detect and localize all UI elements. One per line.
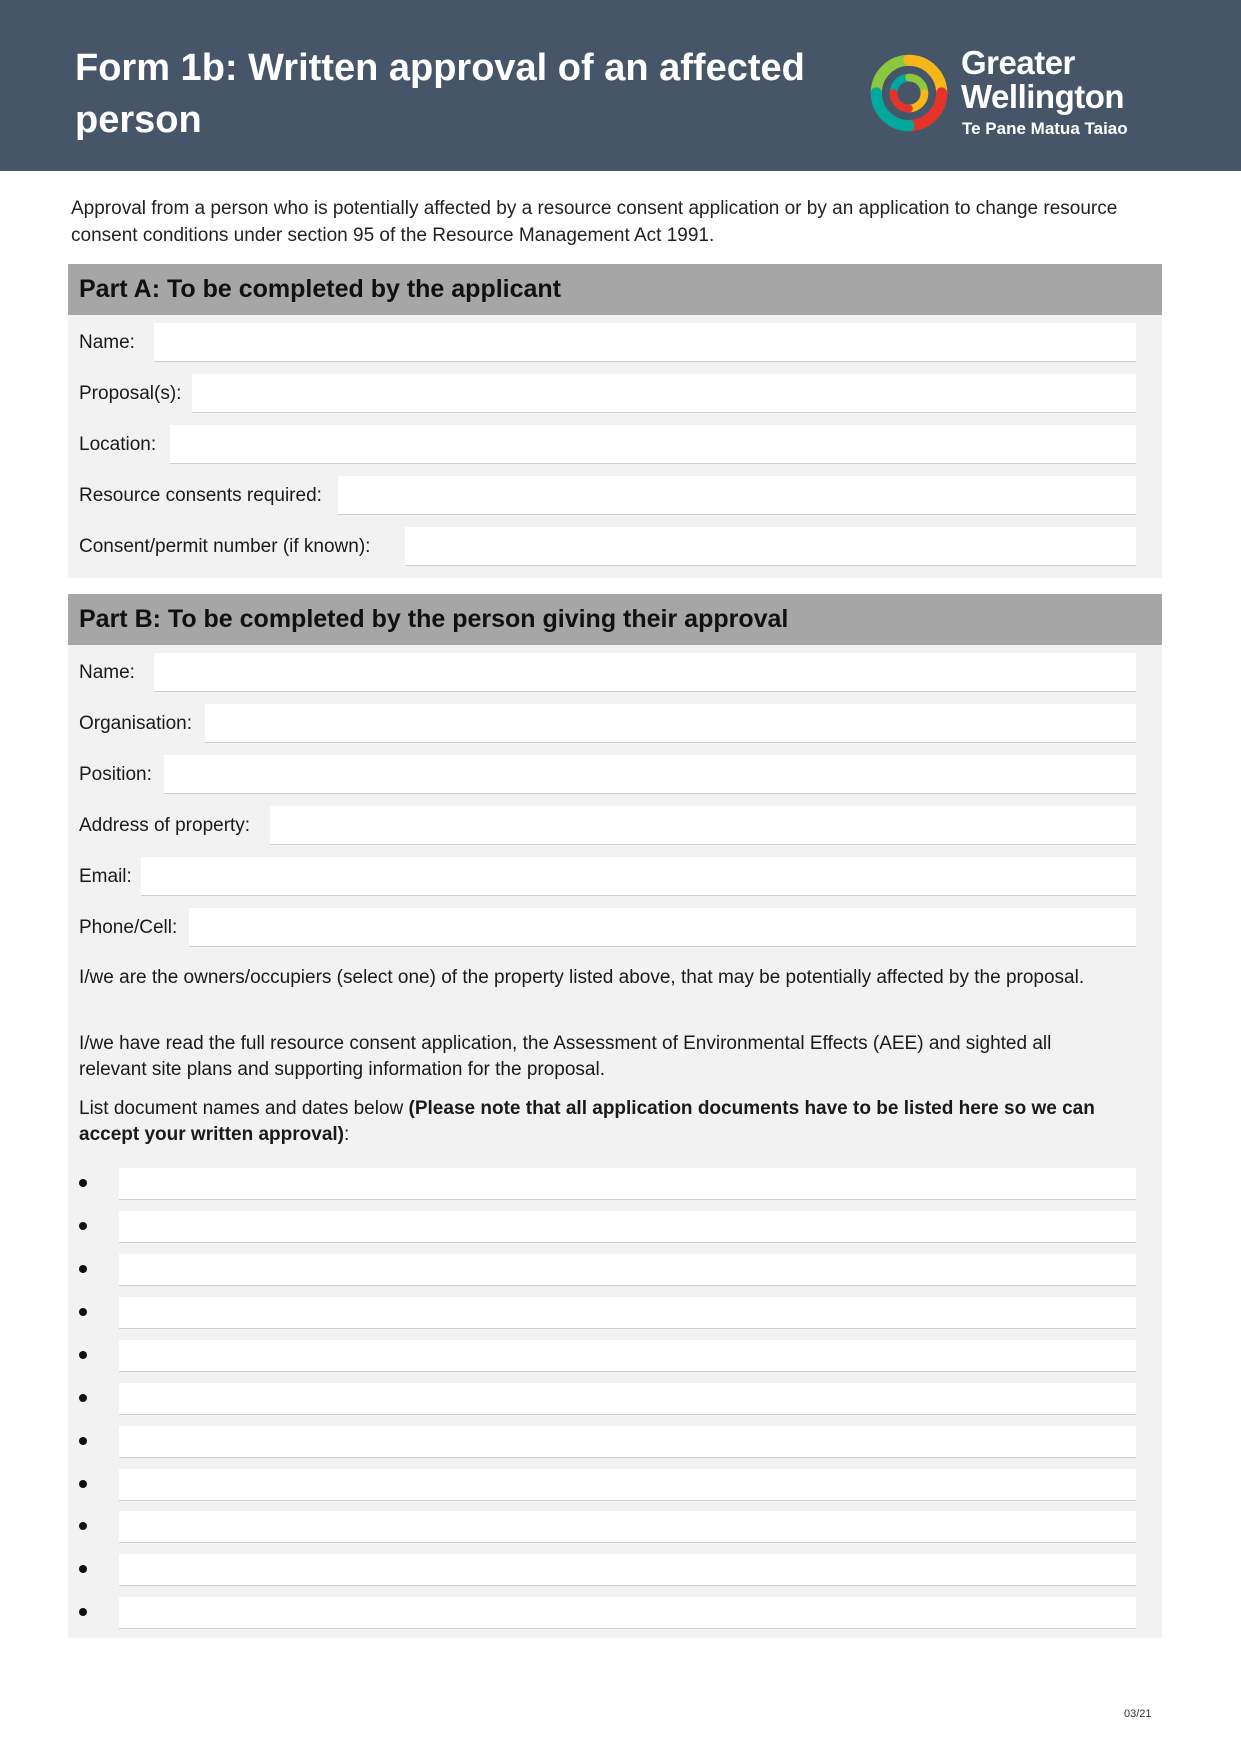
document-input[interactable] [119, 1511, 1136, 1543]
part-a-consents-label: Resource consents required: [79, 485, 322, 506]
part-b-email-input[interactable] [141, 857, 1136, 896]
part-a-panel [68, 315, 1162, 578]
part-a-name-row [79, 323, 1136, 363]
document-list-item [79, 1426, 1136, 1458]
part-b-phone-input[interactable] [189, 908, 1136, 947]
part-b-address-row [79, 806, 1136, 846]
bullet-icon [79, 1480, 87, 1488]
part-b-email-row [79, 857, 1136, 897]
logo-subtitle: Te Pane Matua Taiao [962, 119, 1128, 138]
part-a-location-row [79, 425, 1136, 465]
document-list-item [79, 1211, 1136, 1243]
part-b-organisation-row [79, 704, 1136, 744]
part-a-proposal-input[interactable] [192, 374, 1136, 413]
form-version-code: 03/21 [1124, 1708, 1152, 1720]
document-list-intro: List document names and dates below [79, 1098, 409, 1119]
part-a-permit-number-label: Consent/permit number (if known): [79, 536, 371, 557]
part-b-position-label: Position: [79, 764, 152, 785]
part-a-consents-row [79, 476, 1136, 516]
document-list-item [79, 1254, 1136, 1286]
part-b-name-input[interactable] [154, 653, 1136, 692]
part-b-address-input[interactable] [270, 806, 1136, 845]
document-input[interactable] [119, 1426, 1136, 1458]
part-a-name-label: Name: [79, 332, 135, 353]
document-input[interactable] [119, 1554, 1136, 1586]
part-b-panel [68, 645, 1162, 1638]
part-b-name-label: Name: [79, 662, 135, 683]
part-a-permit-number-input[interactable] [405, 527, 1136, 566]
bullet-icon [79, 1394, 87, 1402]
form-title: Form 1b: Written approval of an affected person [75, 47, 805, 141]
document-input[interactable] [119, 1597, 1136, 1629]
part-a-heading: Part A: To be completed by the applicant [68, 264, 1162, 315]
part-a-location-input[interactable] [170, 425, 1136, 464]
document-list-item [79, 1597, 1136, 1629]
part-b-organisation-label: Organisation: [79, 713, 193, 734]
bullet-icon [79, 1437, 87, 1445]
bullet-icon [79, 1608, 87, 1616]
part-a-proposal-label: Proposal(s): [79, 383, 182, 404]
part-b-phone-label: Phone/Cell: [79, 917, 178, 938]
bullet-icon [79, 1565, 87, 1573]
logo-name-line2: Wellington [961, 78, 1125, 115]
part-a-location-label: Location: [79, 434, 157, 455]
document-list-instructions [79, 1096, 1119, 1148]
part-b-phone-row [79, 908, 1136, 948]
document-list-colon: : [344, 1124, 350, 1145]
part-b-email-label: Email: [79, 866, 132, 887]
part-b-position-input[interactable] [164, 755, 1136, 794]
document-input[interactable] [119, 1297, 1136, 1329]
document-input[interactable] [119, 1168, 1136, 1200]
logo-name-line1: Greater [961, 44, 1075, 81]
header-banner [0, 0, 1241, 171]
part-a-consents-input[interactable] [338, 476, 1136, 515]
part-b-heading: Part B: To be completed by the person giving their approval [68, 594, 1162, 645]
bullet-icon [79, 1522, 87, 1530]
document-list-item [79, 1383, 1136, 1415]
read-application-statement: I/we have read the full resource consent application, the Assessment of Environmental Effects (AEE) and sighted all relevant site plans and supporting information for the proposal. [79, 1033, 1052, 1080]
document-list-item [79, 1511, 1136, 1543]
greater-wellington-logo [866, 46, 1196, 146]
document-list-note: (Please note that all application documents have to be listed here so we can accept your written approval) [79, 1098, 1095, 1145]
document-input[interactable] [119, 1254, 1136, 1286]
document-list-item [79, 1297, 1136, 1329]
document-input[interactable] [119, 1211, 1136, 1243]
bullet-icon [79, 1179, 87, 1187]
document-list-item [79, 1554, 1136, 1586]
logo-name [961, 46, 1124, 114]
part-a-proposal-row [79, 374, 1136, 414]
document-input[interactable] [119, 1340, 1136, 1372]
intro-text: Approval from a person who is potentially affected by a resource consent application or by an application to change resource consent conditions under section 95 of the Resource Management Act 1991. [71, 198, 1118, 246]
bullet-icon [79, 1222, 87, 1230]
document-input[interactable] [119, 1383, 1136, 1415]
part-a-permit-number-row [79, 527, 1136, 567]
document-list-item [79, 1168, 1136, 1200]
bullet-icon [79, 1308, 87, 1316]
part-b-name-row [79, 653, 1136, 693]
document-input[interactable] [119, 1469, 1136, 1501]
part-b-address-label: Address of property: [79, 815, 251, 836]
swirl-logo-icon [866, 50, 952, 136]
owners-statement: I/we are the owners/occupiers (select one) of the property listed above, that may be potentially affected by the proposal. [79, 967, 1085, 988]
part-b-organisation-input[interactable] [205, 704, 1136, 743]
document-list-item [79, 1469, 1136, 1501]
part-a-name-input[interactable] [154, 323, 1136, 362]
bullet-icon [79, 1351, 87, 1359]
document-list-item [79, 1340, 1136, 1372]
part-b-position-row [79, 755, 1136, 795]
bullet-icon [79, 1265, 87, 1273]
